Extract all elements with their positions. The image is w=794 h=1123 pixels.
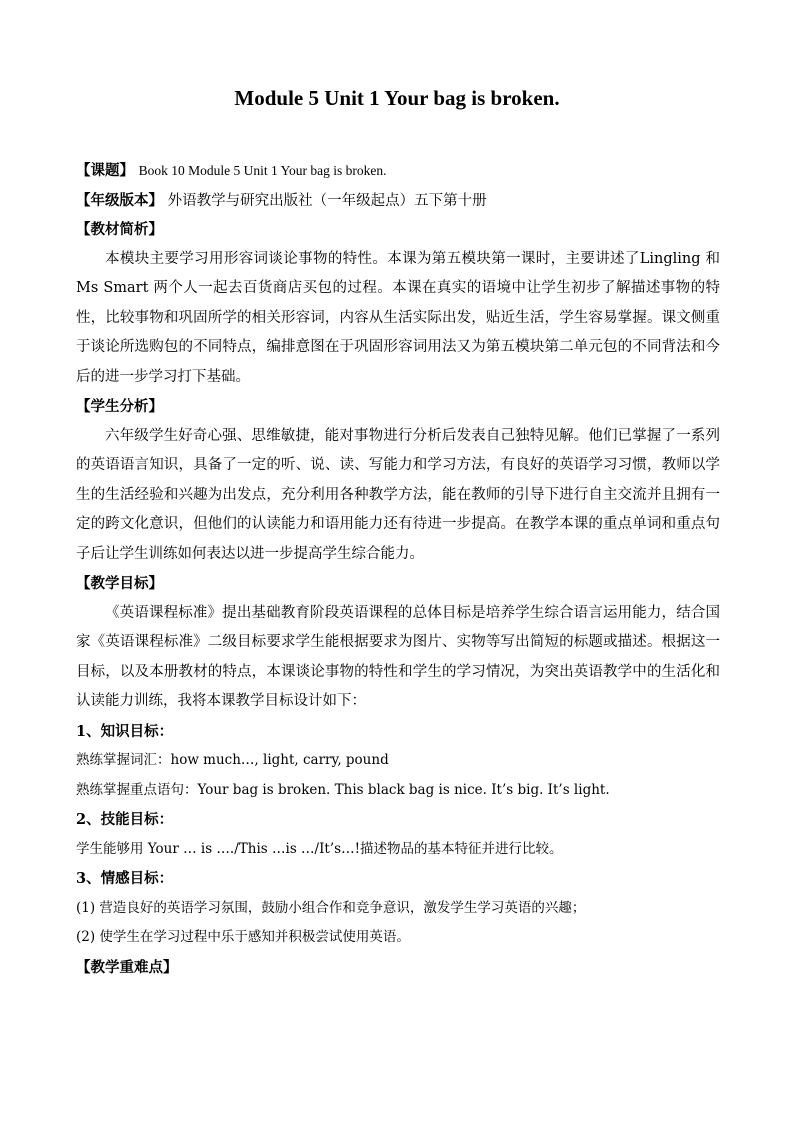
document-body [76, 156, 720, 982]
textbook-analysis-paragraph: 本模块主要学习用形容词谈论事物的特性。本课为第五模块第一课时，主要讲述了Lingling 和 Ms Smart 两个人一起去百货商店买包的过程。本课在真实的语境中让学生初步了解描述事物的特性，比较事物和巩固所学的相关形容词，内容从生活实际出发，贴近生活，学生容易掌握。课文侧重于谈论所选购包的不同特点，编排意图在于巩固形容词用法又为第五模块第二单元包的不同背法和今后的进一步学习打下基础。 [76, 250, 720, 385]
emotion-objective-heading: 3、情感目标： [76, 870, 174, 887]
objectives-heading: 【教学目标】 [76, 575, 163, 592]
textbook-analysis-heading: 【教材简析】 [76, 221, 163, 238]
grade-row [76, 186, 720, 216]
page-title: Module 5 Unit 1 Your bag is broken. [234, 86, 560, 110]
objectives-paragraph: 《英语课程标准》提出基础教育阶段英语课程的总体目标是培养学生综合语言运用能力，结合国家《英语课程标准》二级目标要求学生能根据要求为图片、实物等写出简短的标题或描述。根据这一目标，以及本册教材的特点，本课谈论事物的特性和学生的学习情况，为突出英语教学中的生活化和认读能力训练，我将本课教学目标设计如下： [76, 604, 720, 709]
grade-label: 【年级版本】 [76, 191, 163, 209]
emotion-objective-line-2: (2) 使学生在学习过程中乐于感知并积极尝试使用英语。 [76, 929, 410, 945]
student-analysis-paragraph: 六年级学生好奇心强、思维敏捷，能对事物进行分析后发表自己独特见解。他们已掌握了一系列的英语语言知识，具备了一定的听、说、读、写能力和学习方法，有良好的英语学习习惯，教师以学生的生活经验和兴趣为出发点，充分利用各种教学方法，能在教师的引导下进行自主交流并且拥有一定的跨文化意识，但他们的认读能力和语用能力还有待进一步提高。在教学本课的重点单词和重点句子后让学生训练如何表达以进一步提高学生综合能力。 [76, 427, 720, 562]
grade-value: 外语教学与研究出版社（一年级起点）五下第十册 [167, 192, 487, 209]
knowledge-objective-heading: 1、知识目标： [76, 722, 174, 740]
emotion-objective-line-1: (1) 营造良好的英语学习氛围，鼓励小组合作和竞争意识，激发学生学习英语的兴趣； [76, 899, 586, 916]
skill-objective-heading: 2、技能目标： [76, 811, 174, 828]
lesson-label: 【课题】 [76, 162, 134, 179]
lesson-value: Book 10 Module 5 Unit 1 Your bag is broken. [138, 163, 387, 178]
student-analysis-heading: 【学生分析】 [76, 398, 163, 415]
knowledge-vocab-line: 熟练掌握词汇：how much…, light, carry, pound [76, 752, 389, 768]
key-points-heading: 【教学重难点】 [76, 958, 178, 976]
knowledge-sentence-line: 熟练掌握重点语句：Your bag is broken. This black bag is nice. It’s big. It’s light. [76, 781, 610, 798]
skill-objective-line: 学生能够用 Your … is …./This …is …/It’s…!描述物品的基本特征并进行比较。 [76, 840, 563, 857]
lesson-row [76, 156, 720, 186]
